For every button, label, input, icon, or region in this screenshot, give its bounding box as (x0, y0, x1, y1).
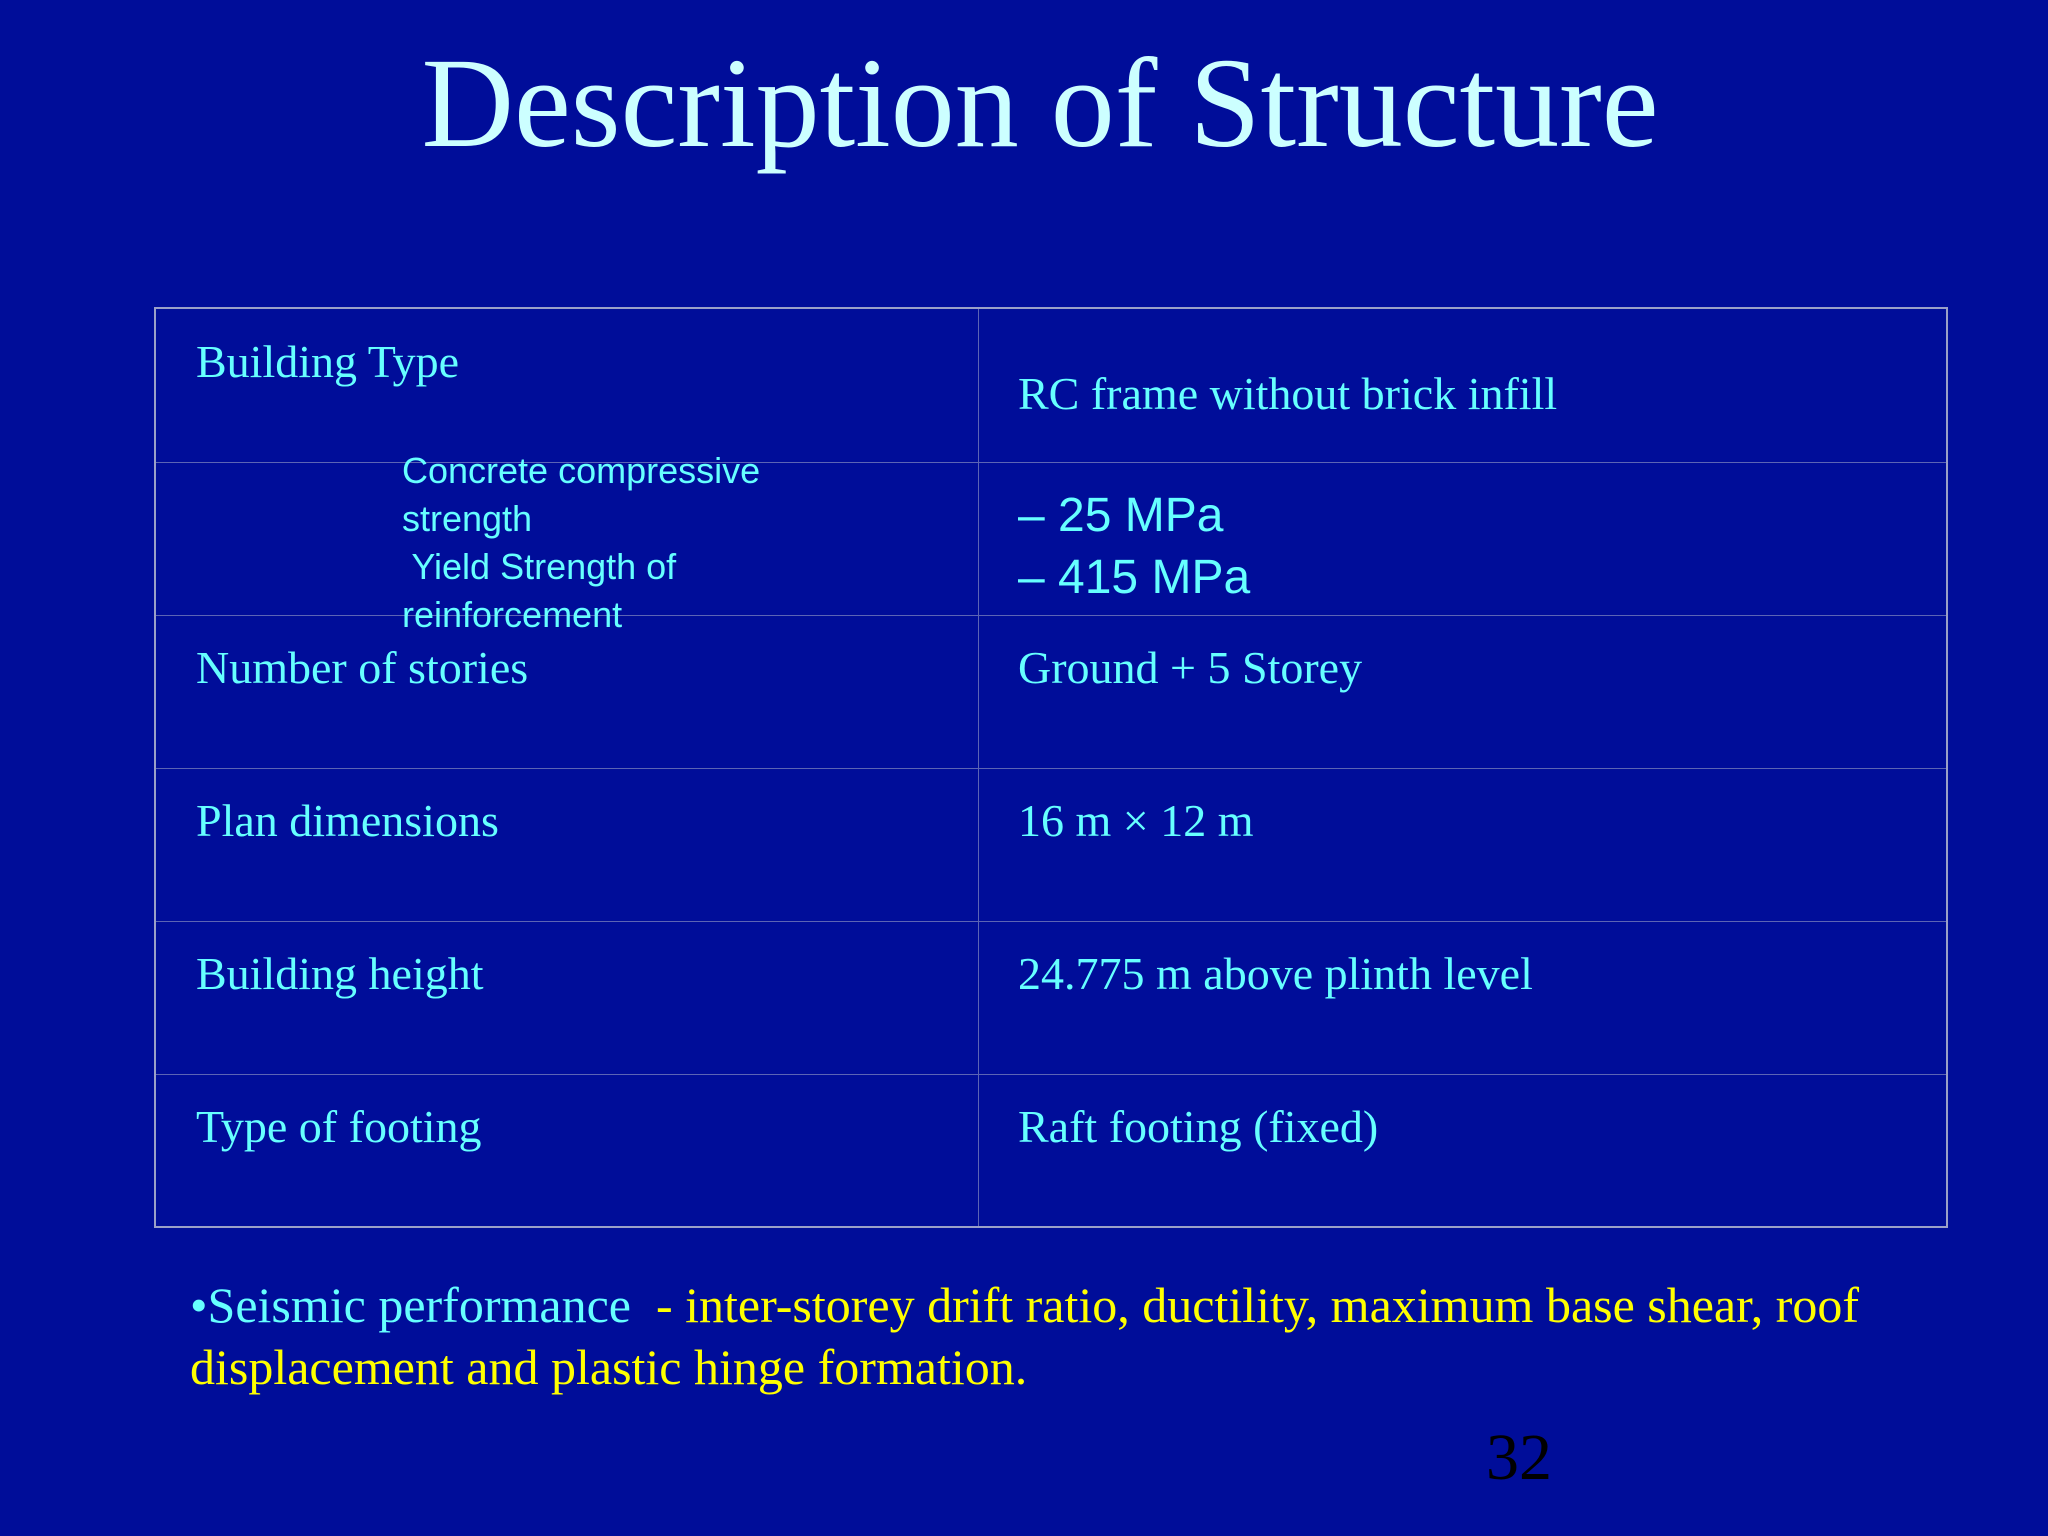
row-label: Plan dimensions (196, 795, 499, 846)
value-line: – 415 MPa (1018, 551, 1251, 604)
row-value: 16 m × 12 m (1018, 795, 1254, 846)
row-value: RC frame without brick infill (1018, 368, 1558, 419)
bullet-marker: • (190, 1277, 208, 1333)
value-line: – 25 MPa (1018, 489, 1224, 542)
label-line: strength (402, 498, 533, 539)
bullet-detail: - inter-storey drift ratio, ductility, maximum base shear, roof displacement and plastic hinge formation. (190, 1277, 1860, 1395)
label-line: Concrete compressive (402, 450, 761, 491)
row-label: Type of footing (196, 1101, 482, 1152)
bullet-lead: Seismic performance (207, 1277, 644, 1333)
page-number: 32 (1486, 1421, 1552, 1494)
slide-title: Description of Structure (421, 32, 1659, 174)
material-strength-labels (402, 447, 842, 639)
row-value: Raft footing (fixed) (1018, 1101, 1379, 1152)
table-row (156, 309, 1946, 462)
row-value: Ground + 5 Storey (1018, 642, 1363, 693)
label-line: reinforcement (402, 594, 623, 635)
table-row (156, 921, 1946, 1074)
material-strength-values (1018, 485, 1250, 609)
table-row (156, 768, 1946, 921)
spec-table (154, 307, 1948, 1228)
row-label: Building height (196, 948, 484, 999)
label-line: Yield Strength of (402, 546, 677, 587)
row-label: Building Type (196, 336, 459, 387)
seismic-performance-bullet (190, 1274, 1890, 1398)
row-value: 24.775 m above plinth level (1018, 948, 1533, 999)
row-label: Number of stories (196, 642, 529, 693)
table-row (156, 1074, 1946, 1227)
